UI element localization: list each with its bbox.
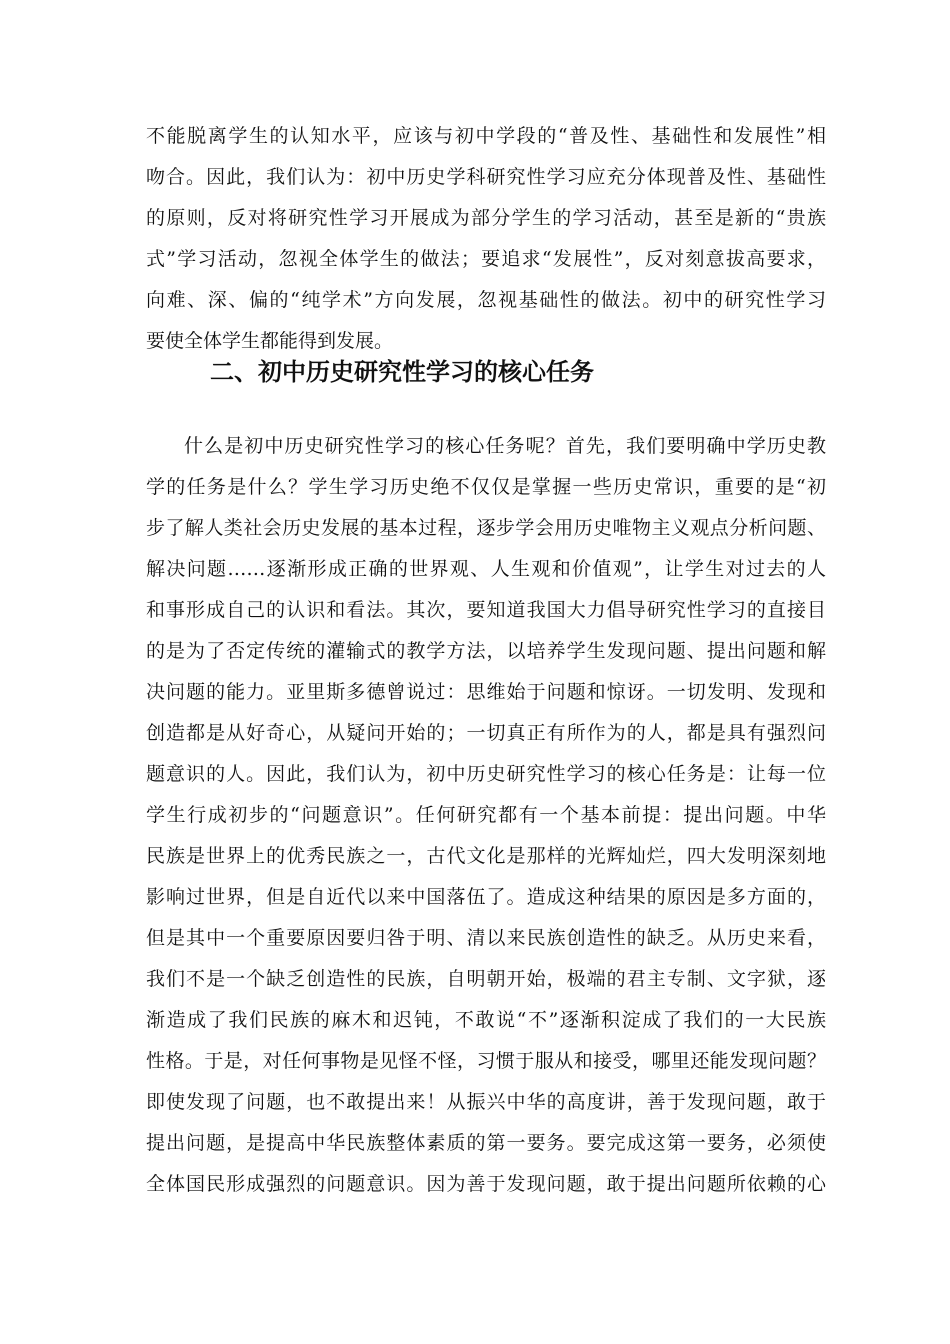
paragraph-line: 和事形成自己的认识和看法。其次，要知道我国大力倡导研究性学习的直接目 — [146, 599, 826, 621]
paragraph-line: 但是其中一个重要原因要归咎于明、清以来民族创造性的缺乏。从历史来看， — [146, 927, 826, 949]
paragraph-line: 吻合。因此，我们认为：初中历史学科研究性学习应充分体现普及性、基础性 — [146, 166, 826, 188]
paragraph-line: 解决问题……逐渐形成正确的世界观、人生观和价值观”，让学生对过去的人 — [146, 558, 826, 580]
paragraph-line: 渐造成了我们民族的麻木和迟钝，不敢说“不”逐渐积淀成了我们的一大民族 — [146, 1009, 826, 1031]
paragraph-line: 向难、深、偏的“纯学术”方向发展，忽视基础性的做法。初中的研究性学习 — [146, 289, 826, 311]
paragraph-line: 式”学习活动，忽视全体学生的做法；要追求“发展性”，反对刻意拔高要求， — [146, 248, 826, 270]
paragraph-line: 题意识的人。因此，我们认为，初中历史研究性学习的核心任务是：让每一位 — [146, 763, 826, 785]
paragraph-line: 民族是世界上的优秀民族之一，古代文化是那样的光辉灿烂，四大发明深刻地 — [146, 845, 826, 867]
paragraph-line: 学的任务是什么？学生学习历史绝不仅仅是掌握一些历史常识，重要的是“初 — [146, 476, 826, 498]
paragraph-line: 我们不是一个缺乏创造性的民族，自明朝开始，极端的君主专制、文字狱，逐 — [146, 968, 826, 990]
paragraph-line: 的是为了否定传统的灌输式的教学方法，以培养学生发现问题、提出问题和解 — [146, 640, 826, 662]
paragraph-line: 学生行成初步的“问题意识”。任何研究都有一个基本前提：提出问题。中华 — [146, 804, 826, 826]
paragraph-line: 创造都是从好奇心，从疑问开始的；一切真正有所作为的人，都是具有强烈问 — [146, 722, 826, 744]
section-heading: 二、初中历史研究性学习的核心任务 — [210, 358, 594, 386]
paragraph-line: 影响过世界，但是自近代以来中国落伍了。造成这种结果的原因是多方面的， — [146, 886, 826, 908]
paragraph-line: 即使发现了问题，也不敢提出来！从振兴中华的高度讲，善于发现问题，敢于 — [146, 1091, 826, 1113]
paragraph-line: 性格。于是，对任何事物是见怪不怪，习惯于服从和接受，哪里还能发现问题？ — [146, 1050, 826, 1072]
paragraph-line: 要使全体学生都能得到发展。 — [146, 330, 394, 352]
paragraph-line: 提出问题，是提高中华民族整体素质的第一要务。要完成这第一要务，必须使 — [146, 1132, 826, 1154]
paragraph-line: 的原则，反对将研究性学习开展成为部分学生的学习活动，甚至是新的“贵族 — [146, 207, 826, 229]
paragraph-line: 不能脱离学生的认知水平，应该与初中学段的“普及性、基础性和发展性”相 — [146, 125, 826, 147]
paragraph-line: 什么是初中历史研究性学习的核心任务呢？首先，我们要明确中学历史教 — [184, 435, 826, 457]
paragraph-line: 全体国民形成强烈的问题意识。因为善于发现问题，敢于提出问题所依赖的心 — [146, 1173, 826, 1195]
paragraph-line: 决问题的能力。亚里斯多德曾说过：思维始于问题和惊讶。一切发明、发现和 — [146, 681, 826, 703]
paragraph-line: 步了解人类社会历史发展的基本过程，逐步学会用历史唯物主义观点分析问题、 — [146, 517, 826, 539]
